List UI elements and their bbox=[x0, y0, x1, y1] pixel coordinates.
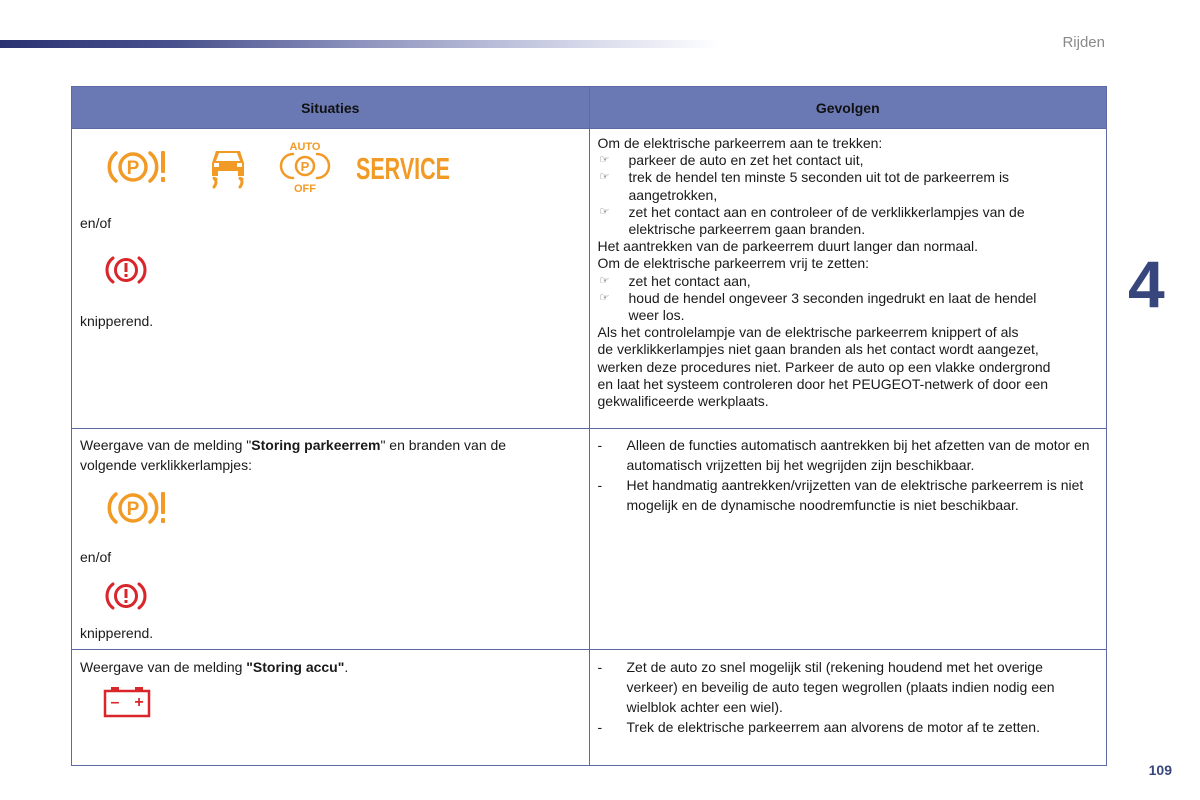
situation-cell bbox=[72, 129, 590, 429]
pointer-icon: ☞ bbox=[599, 274, 610, 287]
brake-warning-red-wrap bbox=[80, 245, 581, 295]
instruction-line: Het aantrekken van de parkeerrem duurt langer dan normaal. bbox=[597, 238, 979, 255]
column-header-situations: Situaties bbox=[72, 87, 590, 129]
service-label: SERVICE bbox=[356, 151, 450, 186]
pointer-icon: ☞ bbox=[599, 154, 610, 167]
instruction-line: werken deze procedures niet. Parkeer de auto op een vlakke ondergrond bbox=[597, 358, 1051, 375]
battery-icon bbox=[103, 685, 151, 719]
column-header-consequences: Gevolgen bbox=[589, 87, 1107, 129]
list-item bbox=[598, 273, 1099, 290]
brake-warning-red-icon bbox=[106, 580, 146, 612]
parking-brake-warning-icon bbox=[106, 488, 168, 528]
auto-label: AUTO bbox=[289, 141, 321, 153]
battery-icon-wrap bbox=[80, 685, 581, 722]
battery-minus: – bbox=[110, 694, 120, 711]
instruction-line: Als het controlelampje van de elektrische parkeerrem knippert of als bbox=[597, 324, 1019, 341]
section-title: Rijden bbox=[1062, 34, 1105, 51]
page-number: 109 bbox=[1148, 762, 1172, 778]
list-item: - Zet de auto zo snel mogelijk stil (rekening houdend met het overige verkeer) en beveilig de auto tegen wegrollen (plaats indien nodig een wielblok achter een wiel). bbox=[597, 659, 1055, 715]
stability-control-icon bbox=[206, 143, 250, 191]
list-item: - Trek de elektrische parkeerrem aan alvorens de motor af te zetten. bbox=[597, 719, 1040, 735]
header-accent-bar bbox=[0, 40, 720, 48]
list-item bbox=[598, 204, 1099, 238]
and-or-label: en/of bbox=[80, 215, 112, 231]
battery-plus: + bbox=[134, 694, 144, 711]
list-item-text: zet het contact aan en controleer of de verklikkerlampjes van de elektrische parkeerrem gaan branden. bbox=[628, 203, 1025, 238]
list-item-text: zet het contact aan, bbox=[628, 272, 751, 289]
instruction-line: Om de elektrische parkeerrem aan te trekken: bbox=[597, 135, 883, 151]
situation-intro: Weergave van de melding "Storing accu". bbox=[80, 659, 349, 675]
table-row bbox=[72, 129, 1107, 429]
table-row bbox=[72, 650, 1107, 766]
consequence-cell bbox=[589, 429, 1107, 650]
pointer-icon: ☞ bbox=[599, 205, 610, 218]
instruction-line: en laat het systeem controleren door het PEUGEOT-netwerk of door een bbox=[597, 375, 1049, 392]
situation-cell bbox=[72, 650, 590, 766]
parking-brake-warning-icon bbox=[106, 147, 168, 187]
situation-cell bbox=[72, 429, 590, 650]
consequence-list bbox=[598, 657, 1099, 737]
list-item: - Het handmatig aantrekken/vrijzetten van de elektrische parkeerrem is niet mogelijk en de dynamische noodremfunctie is niet beschikbaar. bbox=[597, 477, 1084, 513]
list-item-text: trek de hendel ten minste 5 seconden uit tot de parkeerrem is aangetrokken, bbox=[628, 169, 1010, 203]
instruction-line: de verklikkerlampjes niet gaan branden als het contact wordt aangezet, bbox=[597, 341, 1039, 358]
table-row bbox=[72, 429, 1107, 650]
instruction-line: Om de elektrische parkeerrem vrij te zetten: bbox=[597, 255, 870, 272]
parking-p-letter: P bbox=[126, 499, 140, 520]
parking-warning-wrap bbox=[80, 481, 581, 535]
auto-parking-off-icon bbox=[284, 140, 326, 194]
off-label: OFF bbox=[294, 183, 316, 195]
pointer-icon: ☞ bbox=[599, 171, 610, 184]
list-item bbox=[598, 169, 1099, 203]
instruction-line: gekwalificeerde werkplaats. bbox=[597, 393, 769, 410]
list-item: - Alleen de functies automatisch aantrekken bij het afzetten van de motor en automatisch vrijzetten bij het wegrijden zijn beschikbaar. bbox=[597, 437, 1090, 473]
brake-warning-red-icon bbox=[106, 254, 146, 286]
situations-table bbox=[71, 86, 1107, 766]
blinking-label: knipperend. bbox=[80, 313, 154, 329]
consequence-cell bbox=[589, 650, 1107, 766]
chapter-number: 4 bbox=[1128, 247, 1165, 321]
list-item bbox=[598, 152, 1099, 169]
blinking-label: knipperend. bbox=[80, 625, 154, 641]
list-item bbox=[598, 290, 1099, 324]
list-item-text: parkeer de auto en zet het contact uit, bbox=[628, 152, 864, 169]
parking-p-letter: P bbox=[126, 158, 140, 179]
list-item-text: houd de hendel ongeveer 3 seconden ingedrukt en laat de hendel weer los. bbox=[628, 289, 1037, 324]
consequence-list bbox=[598, 435, 1099, 515]
service-icon bbox=[356, 149, 452, 185]
auto-p-letter: P bbox=[300, 159, 310, 174]
pointer-icon: ☞ bbox=[599, 291, 610, 304]
situation-intro: Weergave van de melding "Storing parkeerrem" en branden van de volgende verklikkerlampjes: bbox=[80, 437, 507, 473]
consequence-cell bbox=[589, 129, 1107, 429]
brake-warning-red-wrap bbox=[80, 571, 581, 621]
and-or-label: en/of bbox=[80, 549, 112, 565]
warning-icon-group bbox=[80, 135, 581, 199]
